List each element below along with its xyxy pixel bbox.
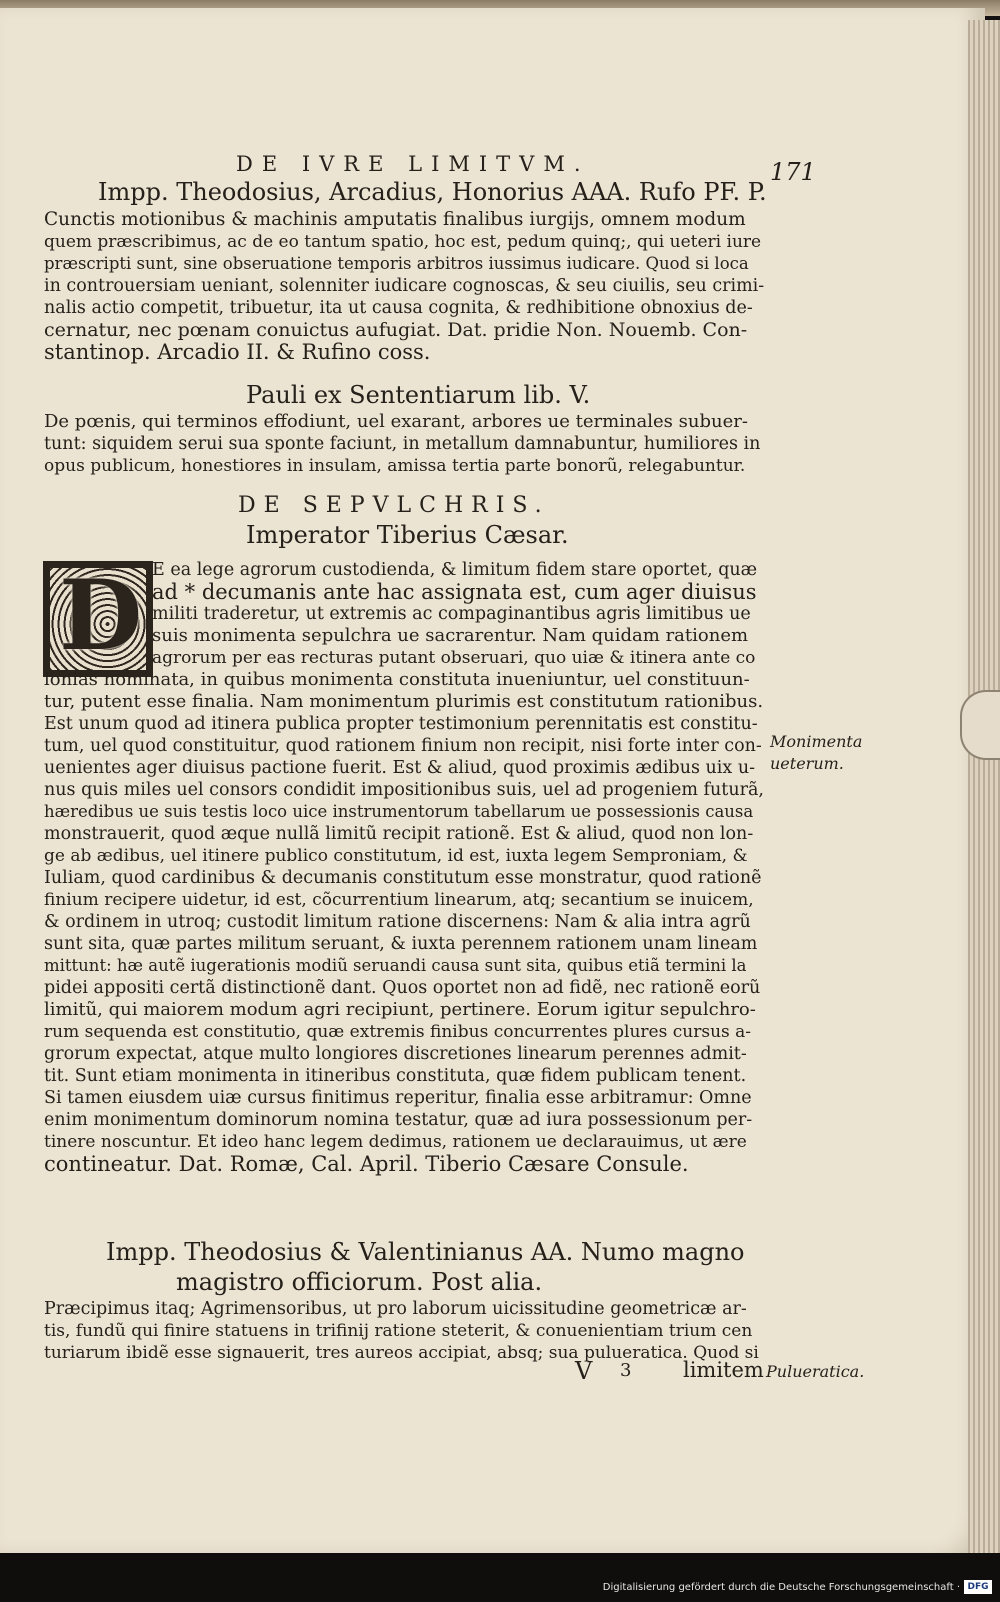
text-line: ge ab ædibus, uel itinere publico constitutum, id est, iuxta legem Semproniam, & xyxy=(44,846,748,866)
margin-note: Pulueratica. xyxy=(766,1362,865,1381)
text-line: Est unum quod ad itinera publica propter testimonium perennitatis est constitu- xyxy=(44,714,758,734)
text-line: tit. Sunt etiam monimenta in itineribus constituta, quæ fidem publicam tenent. xyxy=(44,1066,747,1086)
decorated-initial xyxy=(43,561,153,677)
footer-credit: Digitalisierung gefördert durch die Deutsche Forschungsgemeinschaft · xyxy=(602,1582,960,1593)
text-line: hæredibus ue suis testis loco uice instrumentorum tabellarum ue possessionis causa xyxy=(44,802,754,821)
text-line: rum sequenda est constitutio, quæ extremis finibus concurrentes plures cursus a- xyxy=(44,1022,752,1042)
text-line: agrorum per eas recturas putant obseruari, quo uiæ & itinera ante co xyxy=(152,648,756,668)
text-line: limitũ, qui maiorem modum agri recipiunt, pertinere. Eorum igitur sepulchro- xyxy=(44,999,756,1020)
text-line: militi traderetur, ut extremis ac compaginantibus agris limitibus ue xyxy=(152,604,751,624)
text-line: Iuliam, quod cardinibus & decumanis constitutum esse monstratur, quod rationẽ xyxy=(44,868,762,888)
text-line: nus quis miles uel consors condidit impositionibus suis, uel ad progeniem futurã, xyxy=(44,780,764,800)
text-line: in controuersiam ueniant, solenniter iudicare cognoscas, & seu ciuilis, seu crimi- xyxy=(44,276,765,296)
text-line: tur, putent esse finalia. Nam monimentum plurimis est constitutum rationibus. xyxy=(44,691,764,712)
section-heading-rufo: Impp. Theodosius, Arcadius, Honorius AAA. Rufo PF. P. xyxy=(98,178,767,206)
text-line: cernatur, nec pœnam conuictus aufugiat. Dat. pridie Non. Nouemb. Con- xyxy=(44,319,748,341)
text-line: præscripti sunt, sine obseruatione temporis arbitros iussimus iudicare. Quod si loca xyxy=(44,254,749,273)
text-line: tunt: siquidem serui sua sponte faciunt, in metallum damnabuntur, humiliores in xyxy=(44,434,761,454)
initial-letter: D xyxy=(59,559,143,672)
text-line: & ordinem in utroq; custodit limitum ratione discernens: Nam & alia intra agrũ xyxy=(44,912,751,932)
book-page xyxy=(0,8,985,1563)
text-line: Si tamen eiusdem uiæ cursus finitimus reperitur, finalia esse arbitramur: Omne xyxy=(44,1088,752,1108)
text-line: E ea lege agrorum custodienda, & limitum fidem stare oportet, quæ xyxy=(152,560,758,580)
text-line: turiarum ibidẽ esse signauerit, tres aureos accipiat, absq; sua pulueratica. Quod si xyxy=(44,1343,759,1363)
text-line: mittunt: hæ autẽ iugerationis modiũ seruandi causa sunt sita, quibus etiã termini la xyxy=(44,956,747,975)
section-heading-theodosius-2: magistro officiorum. Post alia. xyxy=(176,1268,543,1296)
text-line: De pœnis, qui terminos effodiunt, uel exarant, arbores ue terminales subuer- xyxy=(44,411,748,432)
text-line: sunt sita, quæ partes militum seruant, & iuxta perennem rationem unam lineam xyxy=(44,934,758,954)
text-line: monstrauerit, quod æque nullã limitũ recipit rationẽ. Est & aliud, quod non lon- xyxy=(44,824,754,844)
scan-background xyxy=(0,1553,1000,1602)
section-heading-pauli: Pauli ex Sententiarum lib. V. xyxy=(246,381,591,409)
text-line: Cunctis motionibus & machinis amputatis finalibus iurgijs, omnem modum xyxy=(44,209,746,230)
text-line: grorum expectat, atque multo longiores discretiones linearum perennes admit- xyxy=(44,1044,747,1064)
text-line: uenientes ager diuisus pactione fuerit. Est & aliud, quod proximis ædibus uix u- xyxy=(44,758,755,778)
signature-number: 3 xyxy=(620,1360,632,1381)
signature-mark: V xyxy=(575,1357,593,1385)
text-line: finium recipere uidetur, id est, cõcurrentium linearum, atq; secantium se inuicem, xyxy=(44,890,754,910)
margin-note: Monimenta xyxy=(770,732,863,751)
text-line: Præcipimus itaq; Agrimensoribus, ut pro laborum uicissitudine geometricæ ar- xyxy=(44,1299,747,1319)
page-number: 171 xyxy=(770,158,816,186)
text-line: nalis actio competit, tribuetur, ita ut causa cognita, & redhibitione obnoxius de- xyxy=(44,298,753,318)
text-line: suis monimenta sepulchra ue sacrarentur. Nam quidam rationem xyxy=(152,625,749,646)
text-line: opus publicum, honestiores in insulam, amissa tertia parte bonorũ, relegabuntur. xyxy=(44,456,746,476)
dfg-logo: DFG xyxy=(964,1580,992,1594)
margin-note: ueterum. xyxy=(770,754,844,773)
page-tab xyxy=(960,690,1000,760)
text-line: ad * decumanis ante hac assignata est, cum ager diuisus xyxy=(152,580,757,604)
text-line: tis, fundũ qui finire statuens in trifinij ratione steterit, & conuenientiam trium cen xyxy=(44,1321,753,1341)
text-line: enim monimentum dominorum nomina testatur, quæ ad iura possessionum per- xyxy=(44,1110,753,1130)
text-line: pidei appositi certã distinctionẽ dant. Quos oportet non ad fidẽ, nec rationẽ eorũ xyxy=(44,978,761,998)
text-line: contineatur. Dat. Romæ, Cal. April. Tiberio Cæsare Consule. xyxy=(44,1152,689,1176)
text-line: quem præscribimus, ac de eo tantum spatio, hoc est, pedum quinq;, qui ueteri iure xyxy=(44,232,762,252)
text-line: stantinop. Arcadio II. & Rufino coss. xyxy=(44,340,431,364)
catchword: limitem xyxy=(683,1358,764,1382)
section-heading-theodosius: Impp. Theodosius & Valentinianus AA. Numo magno xyxy=(106,1238,745,1266)
text-line: tum, uel quod constituitur, quod rationem finium non recipit, nisi forte inter con- xyxy=(44,736,762,756)
section-title-sepulchris: DE SEPVLCHRIS. xyxy=(238,493,550,518)
section-heading-tiberius: Imperator Tiberius Cæsar. xyxy=(246,521,569,549)
fore-edge xyxy=(968,20,1000,1560)
text-line: lonias nominata, in quibus monimenta constituta inueniuntur, uel constituun- xyxy=(44,669,750,690)
text-line: tinere noscuntur. Et ideo hanc legem dedimus, rationem ue declarauimus, ut ære xyxy=(44,1132,747,1152)
running-head: DE IVRE LIMITVM. xyxy=(236,152,590,176)
